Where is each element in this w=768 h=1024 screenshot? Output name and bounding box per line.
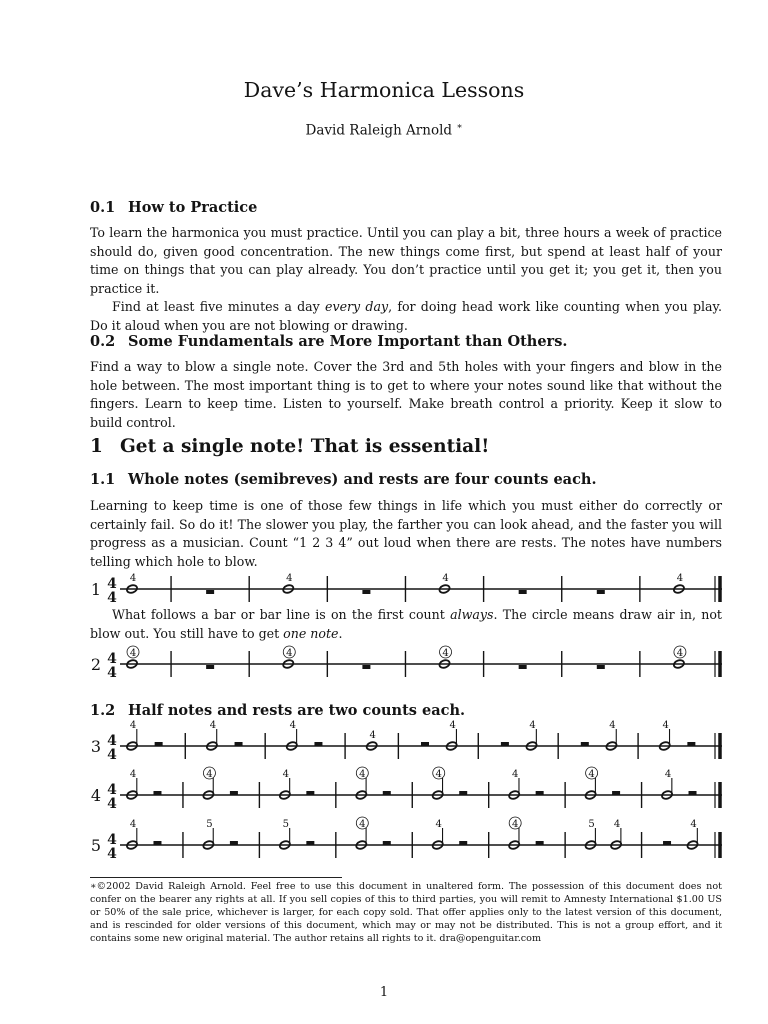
section-number: 0.2 [90,333,116,350]
whole-rest [206,590,214,594]
whole-note [126,646,139,669]
half-rest [314,742,322,746]
time-signature-bottom: 4 [107,846,117,862]
whole-rest [597,590,605,594]
hole-number: 4 [676,573,684,584]
half-rest [459,841,467,845]
time-signature-bottom: 4 [107,590,117,606]
section-number: 0.1 [90,199,116,216]
hole-number: 4 [129,720,137,731]
half-rest [501,742,509,746]
half-rest [306,791,314,795]
whole-rest [362,665,370,669]
author-name: David Raleigh Arnold [305,122,453,139]
rhythm-staff [91,817,722,862]
half-rest [687,742,695,746]
footnote-text: ∗©2002 David Raleigh Arnold. Feel free to use this document in unaltered form. The possession of this document does not confer on the bearer any rights at all. If you sell copies of this to third parties, you will remit to Amnesty International $1.00 US or 50% of the sale price, whichever is larger, for each copy sold. That offer applies only to the latest version of this document, and is rescinded for older versions of this document, which may or may not be distributed. This is not a group effort, and it contains some new original material. The author retains all rights to it. dra@openguitar.com [90,881,722,944]
half-rest [459,791,467,795]
whole-note [282,646,295,669]
chapter-title: Get a single note! That is essential! [120,436,490,457]
time-signature-top: 4 [107,576,117,592]
whole-note [438,646,451,669]
staff-number: 3 [90,737,102,756]
whole-rest [362,590,370,594]
emphasis: every day [325,299,389,314]
hole-number: 4 [369,730,376,741]
section-title: Whole notes (semibreves) and rests are four counts each. [128,471,597,488]
paragraph: Learning to keep time is one of those few things in life which you must either do correctly or certainly fail. So do it! The slower you play, the farther you can look ahead, and the faster you will progress as a musician. Count “1 2 3 4” out loud when there are rests. The notes have numbers telling which hole to blow. [90,498,722,569]
rhythm-staff [91,573,722,606]
hole-number: 4 [359,819,366,830]
emphasis: one note [283,625,339,641]
footnote-mark[interactable]: ∗ [456,122,463,132]
time-signature-bottom: 4 [107,747,117,763]
paragraph: To learn the harmonica you must practice. Until you can play a bit, three hours a week of practice should do, given good concentration. The new things come first, but spend at least half of your time on things that you can play already. You don’t practice until you get it; you get it, then you practice it. [90,225,722,296]
time-signature-top: 4 [107,782,117,798]
hole-number: 4 [286,648,293,659]
footnote-rule [90,877,342,878]
staff-number: 5 [90,836,102,855]
hole-number: 4 [511,819,519,830]
section-title: How to Practice [128,199,258,216]
hole-number: 4 [435,819,442,830]
half-rest [153,841,161,845]
rhythm-staff [91,767,722,812]
hole-number: 4 [206,769,213,780]
half-rest [612,791,620,795]
whole-rest [519,590,527,594]
text-run: Find at least five minutes a day [112,299,325,314]
hole-number: 4 [359,769,366,780]
hole-number: 4 [129,648,137,659]
text-run: , for doing head work like counting when you play. Do it aloud when you are not blowing or drawing. [90,299,723,333]
hole-number: 4 [209,720,217,731]
staff-number: 2 [90,655,102,674]
time-signature-top: 4 [107,733,117,749]
time-signature-bottom: 4 [107,796,117,812]
half-rest [306,841,314,845]
time-signature-bottom: 4 [107,665,117,681]
hole-number: 4 [282,769,290,780]
hole-number: 4 [435,769,442,780]
section-title: Half notes and rests are two counts each. [128,702,466,719]
rhythm-staff [91,646,722,681]
hole-number: 4 [662,720,669,731]
staff-number: 4 [90,786,102,805]
hole-number: 4 [442,648,449,659]
half-rest [421,742,429,746]
text-run: What follows a bar or bar line is on the first count [112,607,451,622]
hole-number: 4 [609,720,616,731]
half-rest [663,841,671,845]
hole-number: 4 [289,720,297,731]
half-rest [153,791,161,795]
section-number: 1.2 [90,702,116,719]
half-rest [155,742,163,746]
hole-number: 4 [676,648,684,659]
whole-rest [519,665,527,669]
emphasis: always [450,607,494,622]
section-title: Some Fundamentals are More Important than Others. [128,333,568,350]
hole-number: 4 [442,573,449,584]
paragraph: Find a way to blow a single note. Cover the 3rd and 5th holes with your fingers and blow in the hole between. The most important thing is to get to where your notes sound like that without the fingers. Learn to keep time. Listen to yourself. Make breath control a priority. Keep it slow to build control. [90,359,722,430]
half-rest [383,791,391,795]
half-rest [383,841,391,845]
hole-number: 4 [529,720,536,731]
hole-number: 4 [449,720,456,731]
whole-rest [597,665,605,669]
whole-note [366,730,378,751]
hole-number: 4 [664,769,672,780]
hole-number: 4 [286,573,293,584]
whole-rest [206,665,214,669]
hole-number: 5 [282,819,290,830]
half-rest [689,791,697,795]
half-rest [230,791,238,795]
half-rest [536,841,544,845]
whole-note [673,646,686,669]
hole-number: 4 [129,819,137,830]
chapter-number: 1 [90,436,103,457]
section-number: 1.1 [90,471,116,488]
text-run: . The circle means draw air in, not blow out. You still have to get [90,607,722,641]
text-run: . [338,625,343,641]
hole-number: 4 [511,769,519,780]
hole-number: 4 [613,819,621,830]
page-number: 1 [379,985,389,1000]
hole-number: 4 [129,573,137,584]
staff-number: 1 [90,580,102,599]
whole-note [438,573,450,594]
time-signature-top: 4 [107,832,117,848]
half-rest [230,841,238,845]
hole-number: 4 [588,769,595,780]
whole-note [126,573,138,594]
hole-number: 5 [588,819,595,830]
half-rest [536,791,544,795]
document-title: Dave’s Harmonica Lessons [243,78,525,102]
hole-number: 5 [206,819,213,830]
hole-number: 4 [690,819,697,830]
rhythm-staff [91,720,722,763]
time-signature-top: 4 [107,651,117,667]
hole-number: 4 [129,769,137,780]
half-rest [581,742,589,746]
half-rest [235,742,243,746]
whole-note [282,573,294,594]
whole-note [673,573,685,594]
